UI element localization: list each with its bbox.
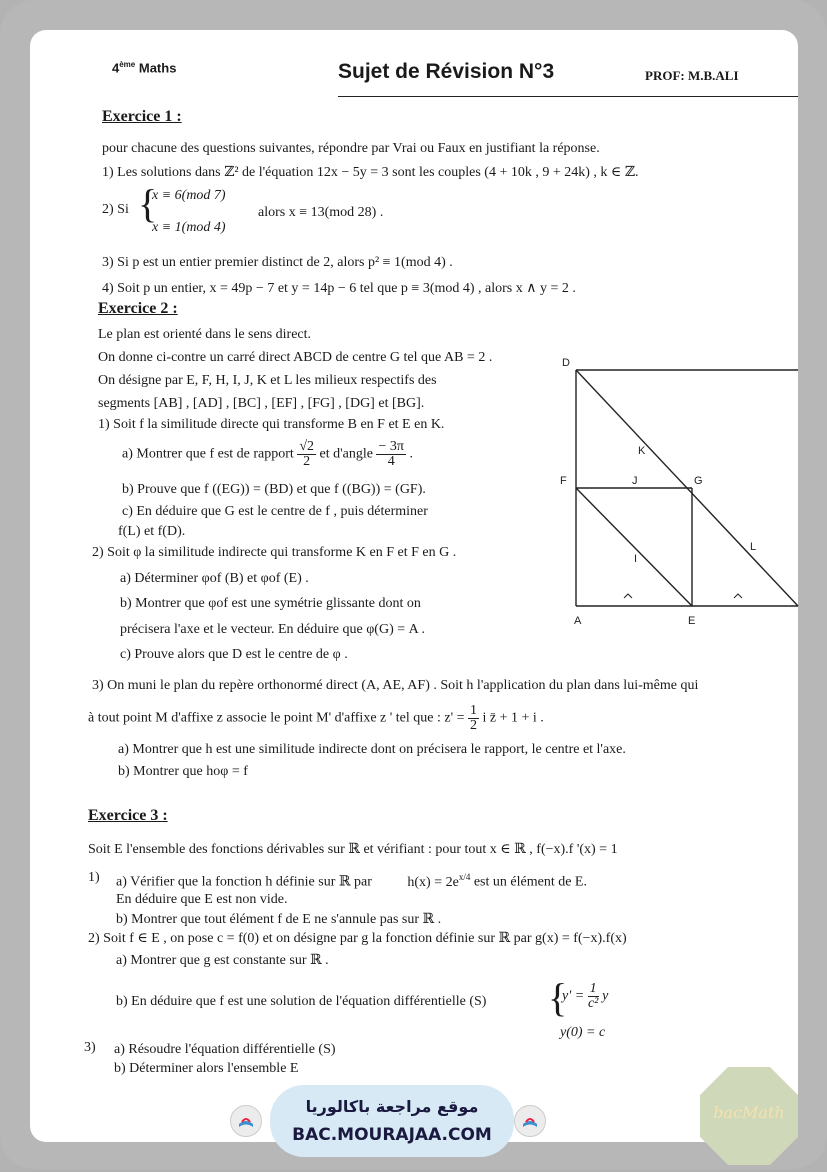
exercise-1-intro: pour chacune des questions suivantes, répondre par Vrai ou Faux en justifiant la réponse. [102, 141, 600, 156]
exercise-2-q1: 1) Soit f la similitude directe qui transforme B en F et E en K. [98, 417, 445, 432]
exercise-2-q2b-line1: b) Montrer que φof est une symétrie glissante dont on [120, 596, 421, 611]
site-url[interactable]: BAC.MOURAJAA.COM [292, 1125, 492, 1145]
exercise-3-q1-number: 1) [88, 870, 100, 885]
exercise-3-q2: 2) Soit f ∈ E , on pose c = f(0) et on désigne par g la fonction définie sur ℝ par g(x) = f(−x).f(x) [88, 931, 627, 946]
label-A: A [574, 615, 582, 627]
label-I: I [634, 553, 638, 565]
exercise-1-q2-line2: x ≡ 1(mod 4) [152, 220, 226, 235]
exercise-3-q1b: b) Montrer que tout élément f de E ne s'annule pas sur ℝ . [116, 912, 442, 927]
fraction-angle: $\frac{- 3\pi}{4}$ [378, 439, 404, 469]
label-F: F [560, 475, 567, 487]
system-S-brace: { [548, 975, 568, 1020]
class-label: 4ème Maths [112, 60, 177, 76]
fraction-sqrt2-over-2: $\frac{√2}{2}$ [299, 439, 315, 469]
fraction-one-half: $\frac{1}{2}$ [470, 703, 478, 733]
exercise-2-q3-line1: 3) On muni le plan du repère orthonormé direct (A, AE, AF) . Soit h l'application du plan dans lui-même qui [92, 678, 699, 693]
exercise-3-intro: Soit E l'ensemble des fonctions dérivables sur ℝ et vérifiant : pour tout x ∈ ℝ , f(−x).f '(x) = 1 [88, 842, 618, 857]
document-title: Sujet de Révision N°3 [338, 60, 555, 83]
header-rule [338, 96, 798, 97]
exercise-1-q2-line1: x ≡ 6(mod 7) [152, 188, 226, 203]
exercise-2-title: Exercice 2 : [98, 300, 178, 317]
document-page [30, 30, 798, 1145]
exercise-1-q4: 4) Soit p un entier, x = 49p − 7 et y = 14p − 6 tel que p ≡ 3(mod 4) , alors x ∧ y = 2 . [102, 281, 576, 296]
exercise-3-q2a: a) Montrer que g est constante sur ℝ . [116, 953, 329, 968]
exercise-2-q3-line2: à tout point M d'affixe z associe le point M' d'affixe z ' tel que : z' = $\frac{1}{2}$ i z̄ + 1 + i . [88, 703, 544, 733]
exercise-2-q1c-line1: c) En déduire que G est le centre de f , puis déterminer [122, 504, 428, 519]
exercise-2-p4: segments [AB] , [AD] , [BC] , [EF] , [FG] , [DG] et [BG]. [98, 396, 425, 411]
label-E: E [688, 615, 696, 627]
label-J: J [632, 475, 638, 487]
exercise-3-title: Exercice 3 : [88, 807, 168, 824]
exercise-1-q3: 3) Si p est un entier premier distinct de 2, alors p² ≡ 1(mod 4) . [102, 255, 453, 270]
exercise-3-q1a-deduce: En déduire que E est non vide. [116, 892, 288, 907]
figure-segment-FE [576, 488, 692, 606]
exercise-1-q2-label: 2) Si [102, 202, 129, 217]
bacmath-logo-text: bacMath [713, 1103, 785, 1122]
exercise-2-q1a: a) Montrer que f est de rapport $\frac{√2}{2}$ et d'angle $\frac{- 3\pi}{4}$ . [122, 439, 413, 469]
exercise-2-q2: 2) Soit φ la similitude indirecte qui transforme K en F et F en G . [92, 545, 457, 560]
system-S-line1: y' = $\frac{1}{\text{c²}}$ y [562, 981, 609, 1011]
exercise-1-title: Exercice 1 : [102, 108, 182, 125]
site-logo-banner[interactable] [270, 1085, 514, 1157]
label-K: K [638, 445, 646, 457]
exercise-3-q3b: b) Déterminer alors l'ensemble E [114, 1061, 299, 1076]
exercise-3-q2b: b) En déduire que f est une solution de l'équation différentielle (S) [116, 994, 487, 1009]
exercise-2-q1b: b) Prouve que f ((EG)) = (BD) et que f ((BG)) = (GF). [122, 482, 426, 497]
bacmath-logo [698, 1065, 800, 1167]
fraction-one-over-c2: $\frac{1}{\text{c²}}$ [587, 981, 599, 1011]
system-S-line2: y(0) = c [560, 1025, 606, 1040]
exercise-2-q1c-line2: f(L) et f(D). [118, 524, 186, 539]
exercise-2-q2a: a) Déterminer φof (B) et φof (E) . [120, 571, 309, 586]
exercise-2-q2b-line2: précisera l'axe et le vecteur. En déduire que φ(G) = A . [120, 622, 425, 637]
site-name-arabic: موقع مراجعة باكالوريا [305, 1097, 479, 1116]
book-logo-icon-right [514, 1105, 546, 1137]
exercise-1-q1: 1) Les solutions dans ℤ² de l'équation 12x − 5y = 3 sont les couples (4 + 10k , 9 + 24k) , k ∈ ℤ. [102, 165, 639, 180]
square-figure [558, 352, 798, 627]
exercise-2-p3: On désigne par E, F, H, I, J, K et L les milieux respectifs des [98, 373, 437, 388]
exercise-2-p1: Le plan est orienté dans le sens direct. [98, 327, 312, 342]
exercise-3-q1a: a) Vérifier que la fonction h définie sur ℝ par $h(x) = 2e^{x/4}$ est un élément de E. [116, 872, 587, 890]
label-D: D [562, 357, 570, 369]
label-L: L [750, 541, 757, 553]
system-brace: { [138, 181, 158, 226]
teacher-name: PROF: M.B.ALI [645, 68, 739, 83]
exercise-3-q3-number: 3) [84, 1040, 96, 1055]
exercise-2-p2: On donne ci-contre un carré direct ABCD de centre G tel que AB = 2 . [98, 350, 493, 365]
exercise-1-q2-conclusion: alors x ≡ 13(mod 28) . [258, 205, 384, 220]
exercise-2-q2c: c) Prouve alors que D est le centre de φ . [120, 647, 348, 662]
label-G: G [694, 475, 703, 487]
book-logo-icon [230, 1105, 262, 1137]
exercise-3-q3a: a) Résoudre l'équation différentielle (S) [114, 1042, 336, 1057]
exercise-2-q3a: a) Montrer que h est une similitude indirecte dont on précisera le rapport, le centre et l'axe. [118, 742, 626, 757]
exercise-2-q3b: b) Montrer que hoφ = f [118, 764, 248, 779]
